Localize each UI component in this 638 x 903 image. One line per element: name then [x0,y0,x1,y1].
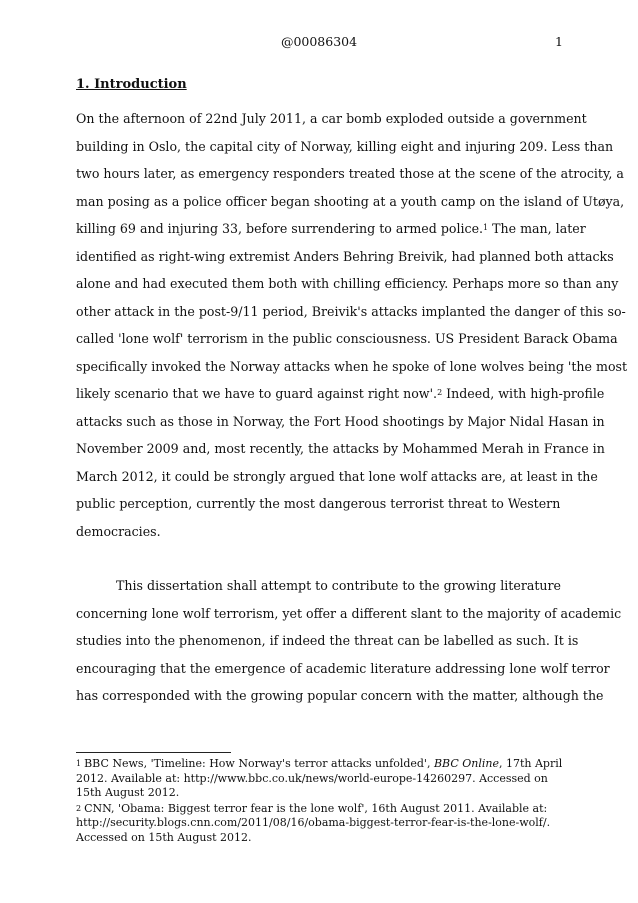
footnote-ref-1[interactable]: 1 [483,223,489,232]
text-line: studies into the phenomenon, if indeed the threat can be labelled as such. It is [76,633,579,648]
text-line: democracies. [76,523,161,539]
text-line: man posing as a police officer began shooting at a youth camp on the island of Utøya, [76,193,625,209]
text-line: called 'lone wolf' terrorism in the public consciousness. US President Barack Obama [76,331,618,346]
footnote-text: BBC News, 'Timeline: How Norway's terror attacks unfolded', [84,757,434,770]
text-line: specifically invoked the Norway attacks when he spoke of lone wolves being 'the most [76,358,628,374]
text-fragment: killing 69 and injuring 33, before surrendering to armed police. [76,221,484,236]
text-fragment: likely scenario that we have to guard against right now'. [76,386,438,401]
paragraph-2 [76,572,622,710]
text-line: has corresponded with the growing popular concern with the matter, although the [76,688,604,703]
text-line: March 2012, it could be strongly argued that lone wolf attacks are, at least in the [76,468,598,484]
text-line: identified as right-wing extremist Anders Behring Breivik, had planned both attacks [76,248,614,264]
footnote-separator [76,752,231,753]
text-line [76,215,586,243]
text-line: public perception, currently the most dangerous terrorist threat to Western [76,496,561,511]
footnote-text[interactable]: CNN, 'Obama: Biggest terror fear is the lone wolf', 16th August 2011. Available at: http://security.blogs.cnn.com/2011/08/16/obama-biggest-terror-fear-is-the-lone-wolf/. Accessed on 15th August 2012. [76,801,551,844]
footnote-text[interactable]: , 17th April 2012. Available at: http://www.bbc.co.uk/news/world-europe-14260297. Accessed on 15th August 2012. [76,757,563,799]
text-line: attacks such as those in Norway, the Fort Hood shootings by Major Nidal Hasan in [76,413,605,429]
text-line: November 2009 and, most recently, the attacks by Mohammed Merah in France in [76,441,605,456]
page-number: 1 [555,34,563,49]
header-title: @00086304 [280,34,358,49]
text-fragment: This dissertation shall attempt to contribute to the growing literature [116,578,561,593]
paragraph-1 [76,105,628,545]
footnote-number: 1 [76,759,82,768]
footnotes [76,757,564,846]
footnote-1 [76,757,564,801]
text-line: concerning lone wolf terrorism, yet offer a different slant to the majority of academic [76,605,622,621]
text-fragment: The man, later [488,221,586,236]
text-line: alone and had executed them both with chilling efficiency. Perhaps more so than any [76,276,619,291]
section-heading: 1. Introduction [76,77,187,92]
text-line: two hours later, as emergency responders treated those at the scene of the atrocity, a [76,166,624,181]
paragraph-gap [76,545,564,572]
text-line: On the afternoon of 22nd July 2011, a car bomb exploded outside a government [76,111,587,126]
text-line: other attack in the post-9/11 period, Breivik's attacks implanted the danger of this so- [76,303,626,319]
text-line: encouraging that the emergence of academic literature addressing lone wolf terror [76,660,610,676]
footnote-2 [76,802,564,846]
footnote-source-title: BBC Online [433,757,499,770]
text-line [76,572,564,600]
text-fragment: Indeed, with high-profile [442,386,605,401]
document-body [76,76,628,710]
text-line [76,380,605,408]
page-header [0,34,638,52]
text-line: building in Oslo, the capital city of Norway, killing eight and injuring 209. Less than [76,138,614,154]
footnote-ref-2[interactable]: 2 [437,388,443,397]
footnote-number: 2 [76,803,82,813]
